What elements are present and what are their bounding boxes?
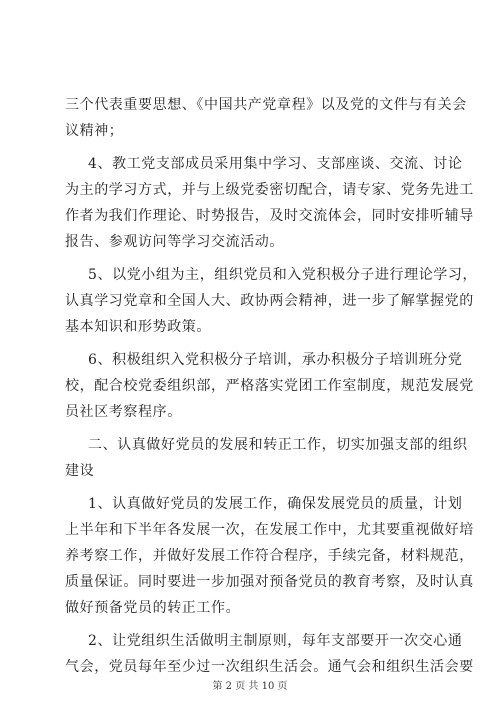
- paragraph: [65, 262, 478, 340]
- text-line: 4、教工党支部成员采用集中学习、支部座谈、交流、讨论: [88, 156, 463, 172]
- text-line: 基本知识和形势政策。: [65, 319, 211, 335]
- text-line: 6、积极组织入党积极分子培训，承办积极分子培训班分党: [88, 352, 463, 368]
- paragraph: [65, 92, 467, 144]
- document-body: [65, 92, 478, 680]
- text-line: 气会，党员每年至少过一次组织生活会。通气会和组织生活会要: [65, 659, 474, 675]
- text-line: 养考察工作，并做好发展工作符合程序，手续完备，材料规范，: [65, 548, 474, 564]
- paragraph: [65, 491, 474, 621]
- section-heading: [65, 432, 468, 484]
- paragraph: [65, 628, 474, 680]
- text-line: 员社区考察程序。: [65, 404, 182, 420]
- text-line: 质量保证。同时要进一步加强对预备党员的教育考察，及时认真: [65, 574, 474, 590]
- paragraph: [65, 347, 474, 425]
- text-line: 2、让党组织生活做明主制原则，每年支部要开一次交心通: [88, 633, 463, 649]
- text-line: 认真学习党章和全国人大、政协两会精神，进一步了解掌握党的: [65, 293, 474, 309]
- text-line: 为主的学习方式，并与上级党委密切配合，请专家、党务先进工: [65, 182, 474, 198]
- text-line: 1、认真做好党员的发展工作，确保发展党员的质量，计划: [88, 496, 463, 512]
- text-line: 二、认真做好党员的发展和转正工作，切实加强支部的组织: [88, 437, 468, 453]
- text-line: 建设: [65, 463, 95, 479]
- text-line: 上半年和下半年各发展一次，在发展工作中，尤其要重视做好培: [65, 522, 474, 538]
- text-line: 作者为我们作理论、时势报告，及时交流体会，同时安排听辅导: [65, 208, 474, 224]
- text-line: 三个代表重要思想、《中国共产党章程》以及党的文件与有关会: [65, 97, 467, 113]
- text-line: 议精神；: [65, 123, 124, 139]
- paragraph: [65, 151, 474, 255]
- text-line: 5、以党小组为主，组织党员和入党积极分子进行理论学习，: [88, 267, 478, 283]
- text-line: 做好预备党员的转正工作。: [65, 600, 241, 616]
- text-line: 报告、参观访问等学习交流活动。: [65, 234, 284, 250]
- text-line: 校，配合校党委组织部，严格落实党团工作室制度，规范发展党: [65, 378, 474, 394]
- page-footer: 第 2 页 共 10 页: [212, 681, 288, 692]
